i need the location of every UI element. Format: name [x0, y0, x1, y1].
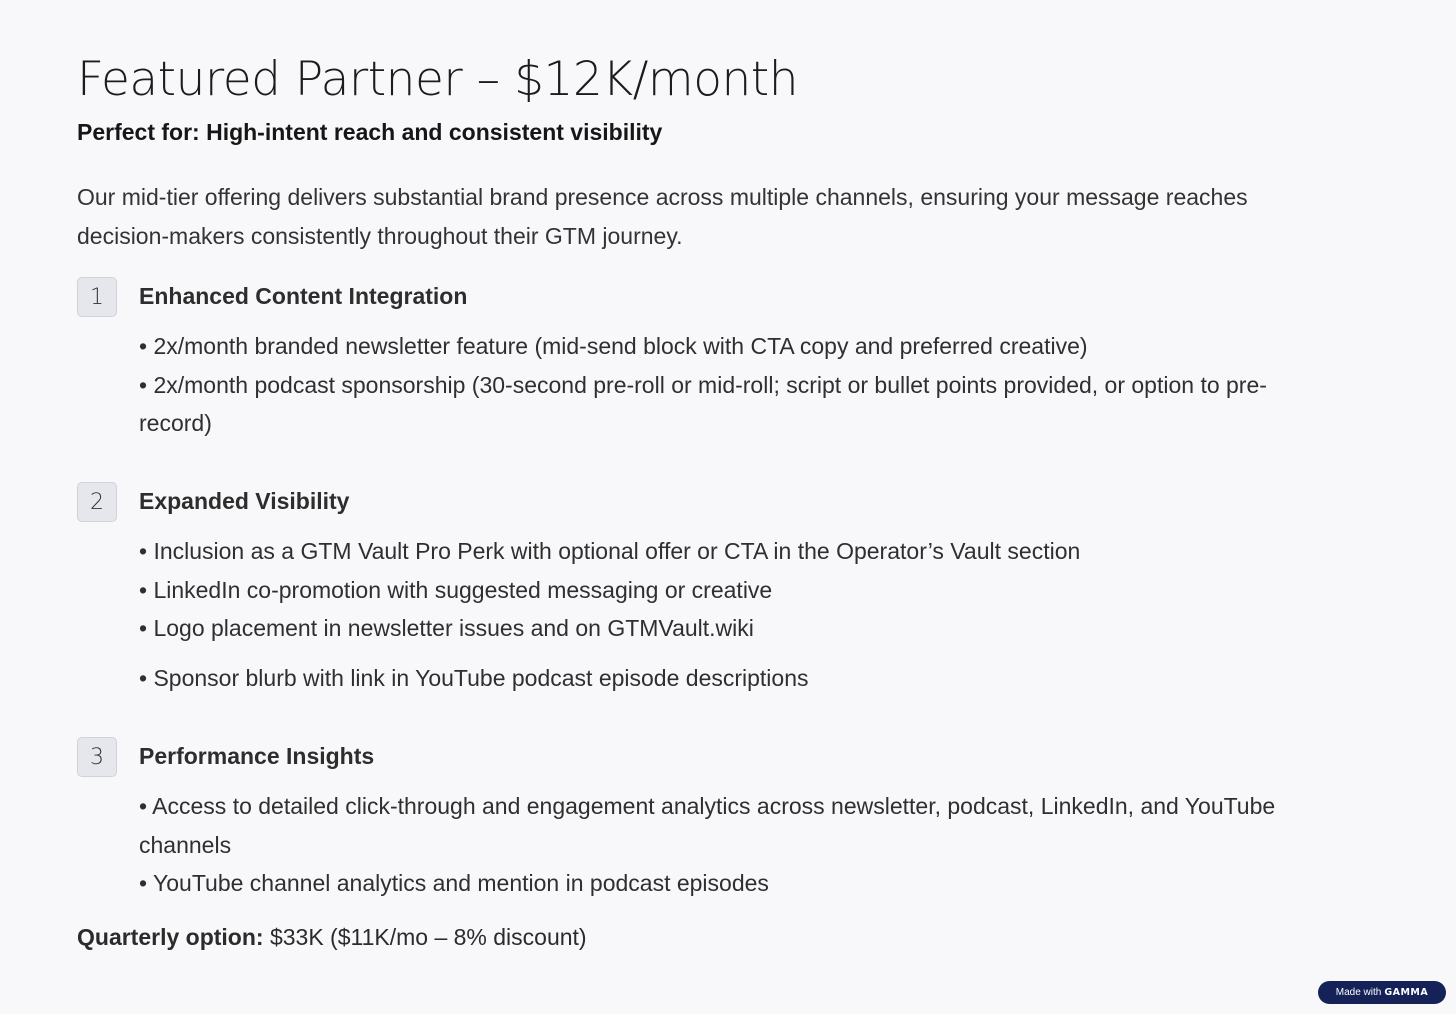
section-number-badge: 1	[77, 277, 117, 317]
gamma-logo: GAMMA	[1384, 987, 1429, 998]
section-title: Performance Insights	[139, 743, 375, 769]
made-with-gamma-badge[interactable]	[1318, 981, 1446, 1004]
quarterly-option	[77, 924, 587, 951]
bullet-list	[139, 787, 1329, 903]
badge-prefix: Made with	[1335, 987, 1382, 998]
section-title: Expanded Visibility	[139, 488, 350, 514]
page-title: Featured Partner – $12K/month	[77, 52, 798, 107]
list-item: • Inclusion as a GTM Vault Pro Perk with optional offer or CTA in the Operator’s Vault section	[139, 538, 1081, 564]
list-item: • 2x/month branded newsletter feature (mid-send block with CTA copy and preferred creative)	[139, 333, 1088, 359]
section-number-badge: 2	[77, 482, 117, 522]
list-item: • LinkedIn co-promotion with suggested messaging or creative	[139, 576, 773, 603]
list-item: • YouTube channel analytics and mention in podcast episodes	[139, 870, 769, 896]
quarterly-value: $33K ($11K/mo – 8% discount)	[263, 924, 587, 950]
bullet-list	[139, 327, 1329, 443]
section-number-badge: 3	[77, 737, 117, 777]
page-subtitle: Perfect for: High-intent reach and consistent visibility	[77, 119, 663, 145]
section-title: Enhanced Content Integration	[139, 283, 468, 309]
list-item: • Access to detailed click-through and engagement analytics across newsletter, podcast, LinkedIn, and YouTube channels	[139, 793, 1276, 858]
quarterly-label: Quarterly option:	[77, 924, 264, 950]
list-item: • 2x/month podcast sponsorship (30-second pre-roll or mid-roll; script or bullet points provided, or option to pre-record)	[139, 371, 1267, 436]
list-item: • Sponsor blurb with link in YouTube podcast episode descriptions	[139, 664, 809, 691]
intro-paragraph: Our mid-tier offering delivers substantial brand presence across multiple channels, ensuring your message reaches decision-makers consistently throughout their GTM journey.	[77, 184, 1248, 249]
bullet-list	[139, 532, 1329, 697]
list-item: • Logo placement in newsletter issues and on GTMVault.wiki	[139, 615, 754, 641]
